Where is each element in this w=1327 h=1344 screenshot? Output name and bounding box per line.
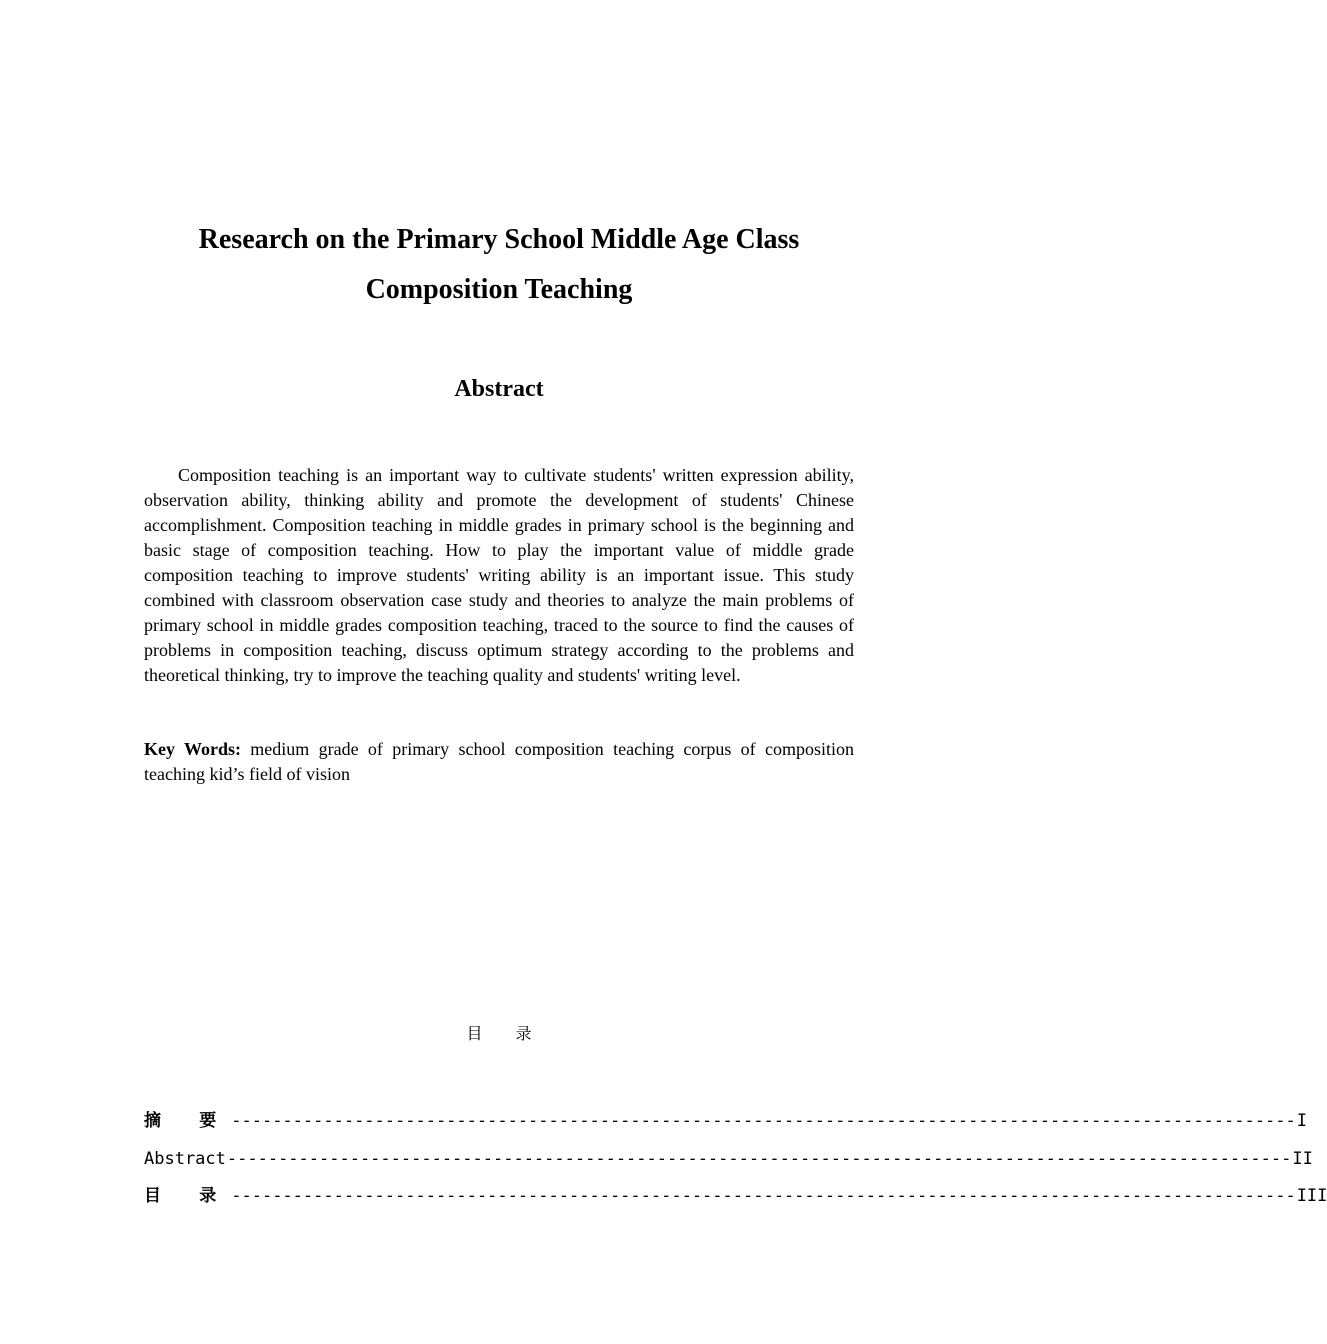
toc-entry-abstract-cn[interactable] [144,1108,1307,1134]
toc-entry-contents[interactable] [144,1183,1327,1209]
keywords-paragraph [144,737,854,787]
toc-entry-page: III [1296,1186,1327,1206]
keywords-label: Key Words: [144,739,241,759]
toc-entry-page: II [1292,1149,1313,1169]
toc-leader-dashes: -------------------------------------------------------------------------------------------------------- [231,1186,1296,1206]
abstract-heading: Abstract [454,376,544,402]
toc-entry-page: I [1296,1111,1307,1131]
toc-heading: 目 录 [466,1024,546,1043]
toc-entry-label: 摘 要 [144,1111,231,1131]
toc-leader-dashes: -------------------------------------------------------------------------------------------------------- [231,1111,1296,1131]
abstract-body: Composition teaching is an important way to cultivate students' written expression ability, observation ability, thinking ability and promote the development of students' Chinese accomplishment. Composition teaching in middle grades in primary school is the beginning and basic stage of composition teaching. How to play the important value of middle grade composition teaching to improve students' writing ability is an important issue. This study combined with classroom observation case study and theories to analyze the main problems of primary school in middle grades composition teaching, traced to the source to find the causes of problems in composition teaching, discuss optimum strategy according to the problems and theoretical thinking, try to improve the teaching quality and students' writing level. [144,465,854,685]
keywords-text: medium grade of primary school composition teaching corpus of composition teaching kid’s field of vision [144,739,854,784]
toc-entry-abstract-en[interactable] [144,1146,1313,1172]
toc-leader-dashes: -------------------------------------------------------------------------------------------------------- [226,1149,1292,1169]
toc-entry-label: Abstract [144,1149,226,1169]
paper-title-line-1: Research on the Primary School Middle Age Class [198,224,800,255]
paper-title-line-2: Composition Teaching [365,274,633,305]
toc-entry-label: 目 录 [144,1186,231,1206]
